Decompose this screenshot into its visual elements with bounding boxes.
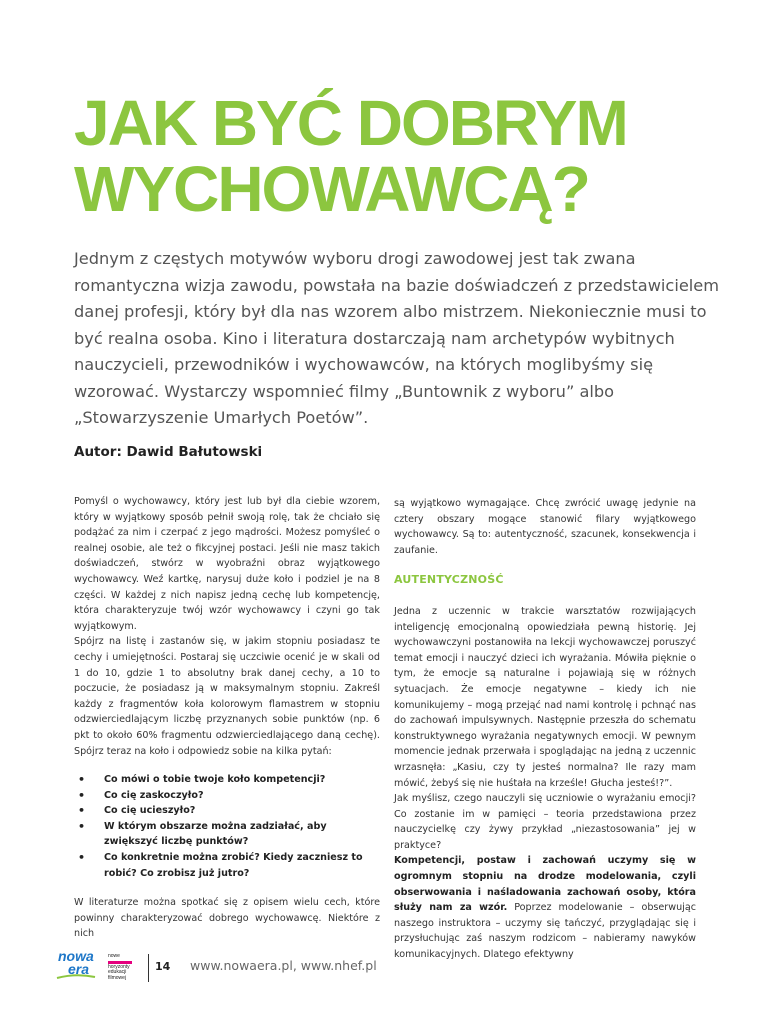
page-footer [50,950,730,990]
left-paragraph-2: Spójrz na listę i zastanów się, w jakim stopniu posiadasz te cechy i umiejętności. Postaraj się uczciwie ocenić je w skali od 1 do 10, gdzie 1 to absolutny brak danej cechy, a 10 to poczucie, że posiadasz ją w maksymalnym stopniu. Zakreśl każdy z fragmentów koła kolorowym flamastrem w stopniu odzwierciedlającym liczbę przyznanych sobie punktów (np. 6 pkt to około 60% fragmentu odzwierciedlającego daną cechę). Spójrz teraz na koło i odpowiedz sobie na kilka pytań: [74,636,380,757]
logo-text-line: nowa [58,948,94,964]
left-paragraph-3: W literaturze można spotkać się z opisem wielu cech, które powinny charakteryzować dobrego wychowawcę. Niektóre z nich [74,897,380,940]
list-item: • Co mówi o tobie twoje koło kompetencji? [74,772,380,788]
nhef-logo [108,954,150,981]
footer-divider [148,954,149,982]
article-title: JAK BYĆ DOBRYM WYCHOWAWCĄ? [74,87,627,225]
list-item: • Co cię zaskoczyło? [74,788,380,804]
question-list [74,772,380,881]
left-paragraph-1: Pomyśl o wychowawcy, który jest lub był dla ciebie wzorem, który w wyjątkowy sposób pełnił swoją rolę, tak że chciało się podążać za nim i czerpać z jego mądrości. Możesz pomyśleć o realnej osobie, ale też o fikcyjnej postaci. Jeśli nie masz takich doświadczeń, stwórz w wyobraźni obraz wyjątkowego wychowawcy. Weź kartkę, narysuj duże koło i podziel je na 8 części. W każdej z nich napisz jedną cechę lub kompetencję, która charakteryzuje twój wzór wychowawcy i czyni go tak wyjątkowym. [74,496,380,632]
nhef-logo-line: horyzonty [108,963,130,970]
right-paragraph-2: Jedna z uczennic w trakcie warsztatów rozwijających inteligencję emocjonalną opowiedziała pewną historię. Jej wychowawczyni postanowiła na lekcji wychowawczej poruszyć temat emocji i nauczyć dzieci ich wyrażania. Mówiła pięknie o tym, że emocje są naturalne i pojawiają się w różnych sytuacjach. Że emocje negatywne – kiedy ich nie komunikujemy – mogą przejąć nad nami kontrolę i pchnąć nas do zachowań impulsywnych. Następnie przeszła do schematu konstruktywnego wyrażania negatywnych emocji. W pewnym momencie jednak przerwała i spoglądając na jedną z uczennic wrzasnęła: „Kasiu, czy ty jesteś normalna? Ile razy mam mówić, żebyś się nie huśtała na krześle! Głucha jesteś!?”. [394,605,696,789]
page-number: 14 [155,960,171,973]
bold-statement: Kompetencji, postaw i zachowań uczymy się w ogromnym stopniu na drodze modelowania, czyli obserwowania i naśladowania zachowań osoby, która służy nam za wzór. [394,855,696,914]
logo-text-line: era [68,961,90,977]
article-author: Autor: Dawid Bałutowski [74,444,263,460]
right-column [394,496,696,963]
nhef-logo-line: edukacji [108,969,127,975]
logo-swoosh-icon [56,974,96,980]
list-item: • W którym obszarze można zadziałać, aby zwiększyć liczbę punktów? [74,819,380,850]
paragraph-continuation: Poprzez modelowanie – obserwując naszego instruktora – uczymy się tańczyć, przyglądając się i przysłuchując zaś naszym rodzicom – nabieramy nawyków komunikacyjnych. Dlatego efektywny [394,902,696,961]
right-paragraph-4 [394,853,696,962]
left-column [74,494,380,942]
right-paragraph-1: są wyjątkowo wymagające. Chcę zwrócić uwagę jedynie na cztery obszary mogące stanowić filary wyjątkowego wychowawcy. Są to: autentyczność, szacunek, konsekwencja i zaufanie. [394,498,696,556]
article-lead: Jednym z częstych motywów wyboru drogi zawodowej jest tak zwana romantyczna wizja zawodu, powstała na bazie doświadczeń z przedstawicielem danej profesji, który był dla nas wzorem albo mistrzem. Niekoniecznie musi to być realna osoba. Kino i literatura dostarczają nam archetypów wybitnych nauczycieli, przewodników i wychowawców, na których moglibyśmy się wzorować. Wystarczy wspomnieć filmy „Buntownik z wyboru” albo „Stowarzyszenie Umarłych Poetów”. [74,249,720,427]
list-item: • Co konkretnie można zrobić? Kiedy zaczniesz to robić? Co zrobisz już jutro? [74,850,380,881]
footer-url: www.nowaera.pl, www.nhef.pl [190,958,377,973]
list-item: • Co cię ucieszyło? [74,803,380,819]
right-paragraph-3: Jak myślisz, czego nauczyli się uczniowie o wyrażaniu emocji? Co zostanie im w pamięci – teoria przedstawiona przez nauczycielkę czy żywy przykład „niezastosowania” jej w praktyce? [394,793,696,851]
nowa-era-logo [58,950,94,976]
section-heading: AUTENTYCZNOŚĆ [394,573,504,587]
nhef-logo-line: nowe [108,953,120,959]
nhef-logo-line: filmowej [108,974,127,981]
